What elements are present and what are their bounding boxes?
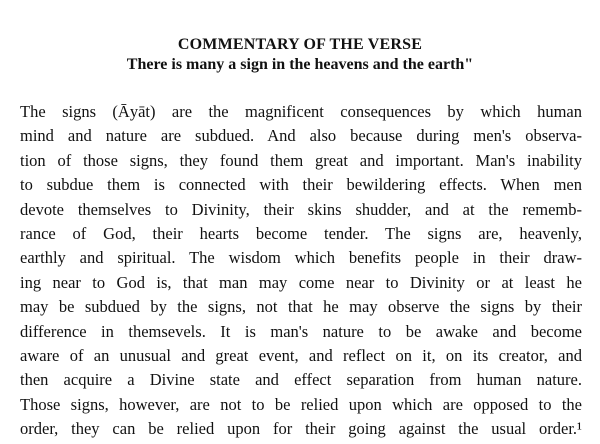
paragraph-line: aware of an unusual and great event, and reflect on it, on its creator, and [20, 345, 582, 365]
paragraph-line: order, they can be relied upon for their going against the usual order.¹ [20, 419, 582, 439]
paragraph-line: The signs (Āyāt) are the magnificent consequences by which human [20, 102, 582, 121]
page-subtitle: There is many a sign in the heavens and the earth" [126, 56, 474, 73]
paragraph-line: then acquire a Divine state and effect separation from human nature. [20, 370, 582, 390]
page-title: COMMENTARY OF THE VERSE [177, 36, 423, 53]
paragraph-line: ing near to God is, that man may come near to Divinity or at least he [20, 272, 582, 292]
body-paragraph [20, 100, 582, 441]
paragraph-line: earthly and spiritual. The wisdom which benefits people in their draw- [20, 248, 582, 268]
paragraph-line: to subdue them is connected with their bewildering effects. When men [20, 175, 582, 195]
paragraph-line: devote themselves to Divinity, their skins shudder, and at the rememb- [20, 199, 582, 219]
paragraph-line: difference in themsevels. It is man's nature to be awake and become [20, 321, 582, 341]
paragraph-line: rance of God, their hearts become tender. The signs are, heavenly, [20, 223, 582, 243]
paragraph-line: mind and nature are subdued. And also because during men's observa- [20, 126, 582, 146]
paragraph-line: Those signs, however, are not to be relied upon which are opposed to the [20, 394, 582, 414]
paragraph-line: may be subdued by the signs, not that he may observe the signs by their [20, 297, 582, 317]
paragraph-line: tion of those signs, they found them great and important. Man's inability [20, 150, 582, 170]
